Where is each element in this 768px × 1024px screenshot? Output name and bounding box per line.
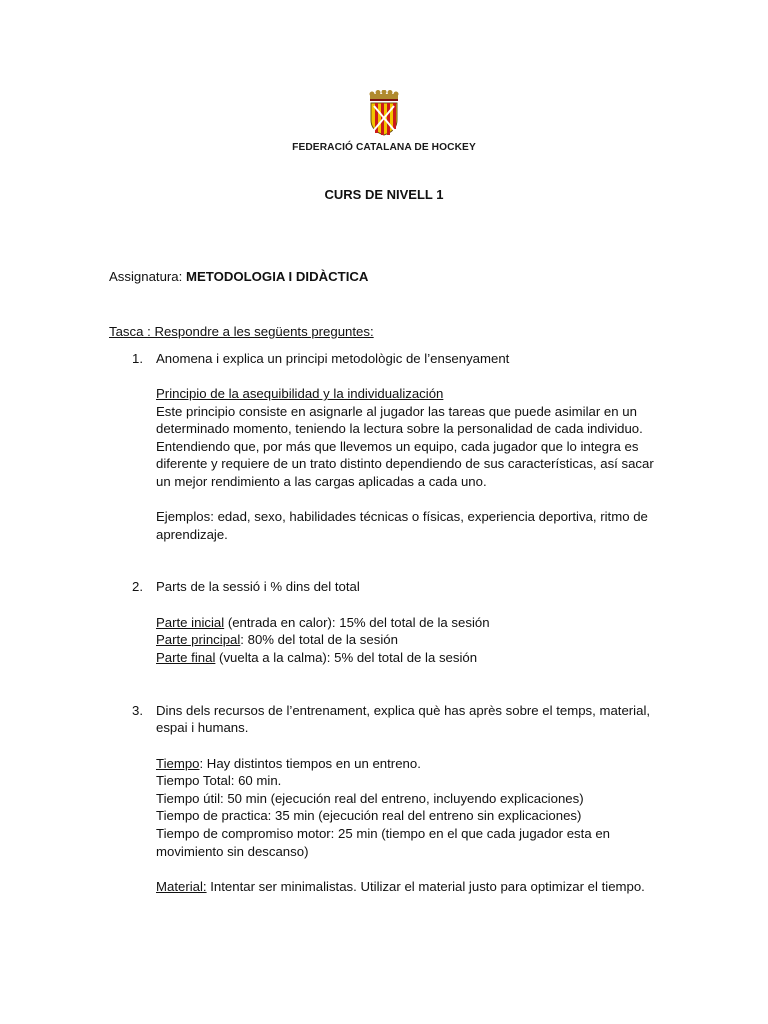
q3-material-line	[156, 878, 645, 896]
course-title: CURS DE NIVELL 1	[324, 187, 444, 202]
q1-line: un mejor rendimiento a las cargas aplicadas a cada uno.	[156, 474, 487, 489]
coat-of-arms-icon	[364, 90, 404, 136]
q3-tiempo-line: Tiempo de compromiso motor: 25 min (tiempo en el que cada jugador esta en	[156, 826, 610, 841]
q3-number: 3.	[132, 703, 143, 718]
q2-part-principal	[156, 631, 398, 649]
part-detail: (entrada en calor): 15% del total de la sesión	[224, 615, 490, 630]
q3-question-line: espai i humans.	[156, 720, 249, 735]
q2-part-inicial	[156, 614, 490, 632]
material-detail: Intentar ser minimalistas. Utilizar el material justo para optimizar el tiempo.	[206, 879, 645, 894]
subject-value: METODOLOGIA I DIDÀCTICA	[185, 269, 369, 284]
org-name: FEDERACIÓ CATALANA DE HOCKEY	[292, 142, 476, 153]
q3-tiempo-line: movimiento sin descanso)	[156, 844, 309, 859]
q1-examples-line: aprendizaje.	[156, 527, 228, 542]
q2-question: Parts de la sessió i % dins del total	[156, 579, 360, 594]
part-detail: : 80% del total de la sesión	[240, 632, 398, 647]
q1-line: determinado momento, teniendo la lectura sobre la personalidad de cada individuo.	[156, 421, 643, 436]
subject-line	[109, 268, 368, 286]
q1-line: Este principio consiste en asignarle al jugador las tareas que puede asimilar en un	[156, 404, 637, 419]
part-label: Parte final	[156, 650, 216, 665]
part-label: Parte inicial	[156, 615, 225, 630]
q3-tiempo-line: Tiempo útil: 50 min (ejecución real del entreno, incluyendo explicaciones)	[156, 791, 584, 806]
q3-tiempo-line: Tiempo Total: 60 min.	[156, 773, 282, 788]
material-label: Material:	[156, 879, 207, 894]
q1-principle-title: Principio de la asequibilidad y la individualización	[156, 386, 444, 401]
q1-question: Anomena i explica un principi metodològic de l’ensenyament	[156, 351, 510, 366]
task-label: Tasca : Respondre a les següents preguntes:	[109, 324, 374, 339]
q3-tiempo-line: Tiempo de practica: 35 min (ejecución real del entreno sin explicaciones)	[156, 808, 582, 823]
q3-question-line: Dins dels recursos de l’entrenament, explica què has après sobre el temps, material,	[156, 703, 651, 718]
q1-number: 1.	[132, 351, 143, 366]
tiempo-label: Tiempo	[156, 756, 200, 771]
q1-line: diferente y requiere de un trato distinto dependiendo de sus características, así sacar	[156, 456, 654, 471]
q1-examples-line: Ejemplos: edad, sexo, habilidades técnicas o físicas, experiencia deportiva, ritmo de	[156, 509, 648, 524]
part-detail: (vuelta a la calma): 5% del total de la sesión	[215, 650, 478, 665]
part-label: Parte principal	[156, 632, 241, 647]
subject-label: Assignatura:	[109, 269, 183, 284]
q1-line: Entendiendo que, por más que llevemos un equipo, cada jugador que lo integra es	[156, 439, 639, 454]
q2-part-final	[156, 649, 477, 667]
tiempo-detail: : Hay distintos tiempos en un entreno.	[199, 756, 421, 771]
q2-number: 2.	[132, 579, 143, 594]
federation-logo	[286, 86, 482, 172]
q3-tiempo-heading	[156, 755, 421, 773]
